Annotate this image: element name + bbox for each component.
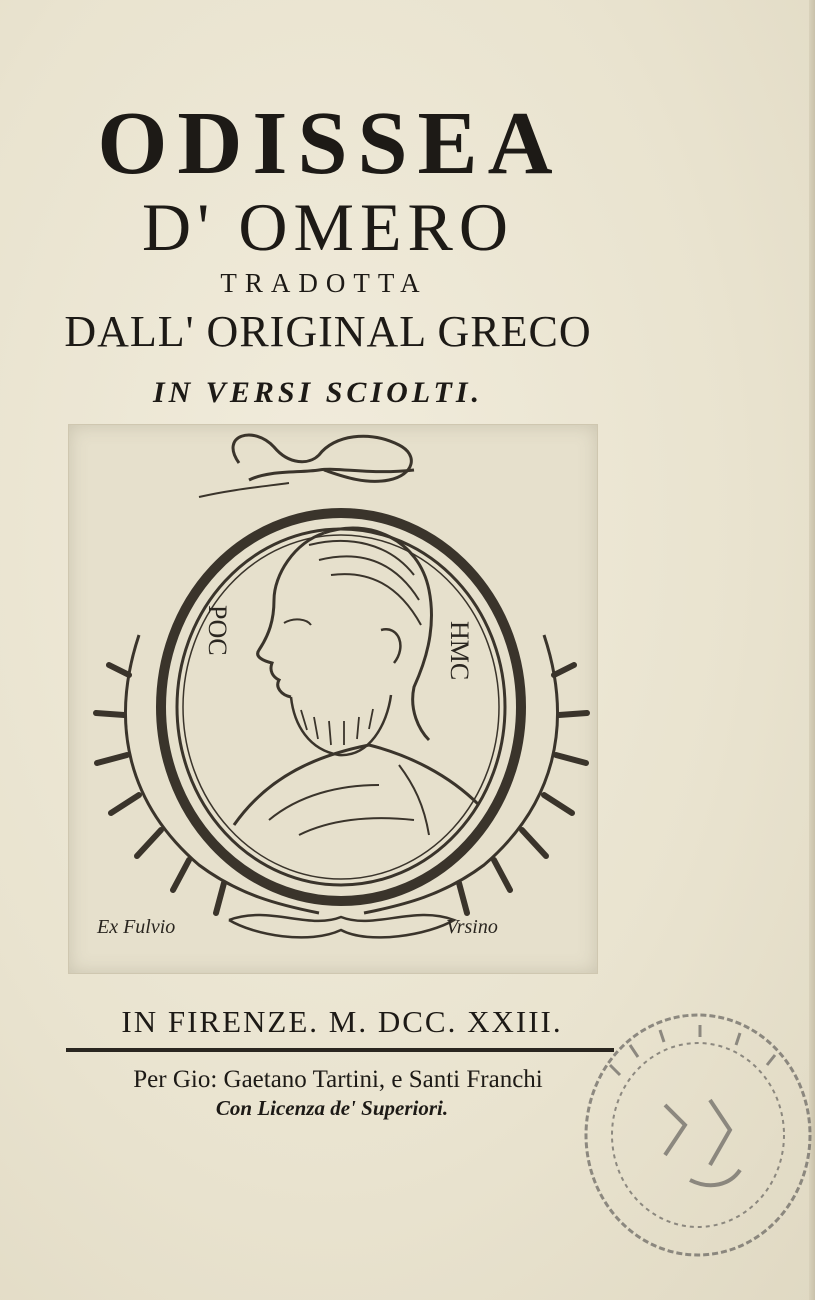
- library-stamp: [570, 1005, 814, 1267]
- imprint-printer: Per Gio: Gaetano Tartini, e Santi Franchi: [133, 1066, 543, 1093]
- library-stamp-icon: [570, 1005, 814, 1267]
- engraved-portrait-plate: [68, 424, 598, 974]
- medallion-right-inscription: HMC: [445, 621, 474, 681]
- title-line-2: D' OMERO: [142, 189, 514, 265]
- engraving-caption-left: Ex Fulvio: [97, 916, 176, 938]
- imprint-rule: [66, 1048, 614, 1052]
- imprint-license: Con Licenza de' Superiori.: [215, 1096, 449, 1120]
- title-line-4: DALL' ORIGINAL GRECO: [64, 307, 592, 356]
- imprint-place-date: IN FIRENZE. M. DCC. XXIII.: [121, 1004, 563, 1039]
- title-line-1: ODISSEA: [97, 94, 563, 193]
- title-line-3: TRADOTTA: [220, 268, 428, 298]
- title-line-5: IN VERSI SCIOLTI.: [152, 376, 484, 409]
- engraving-caption-right: Vrsino: [446, 916, 498, 938]
- medallion-left-inscription: POC: [203, 605, 232, 656]
- homer-medallion-engraving: [69, 425, 597, 973]
